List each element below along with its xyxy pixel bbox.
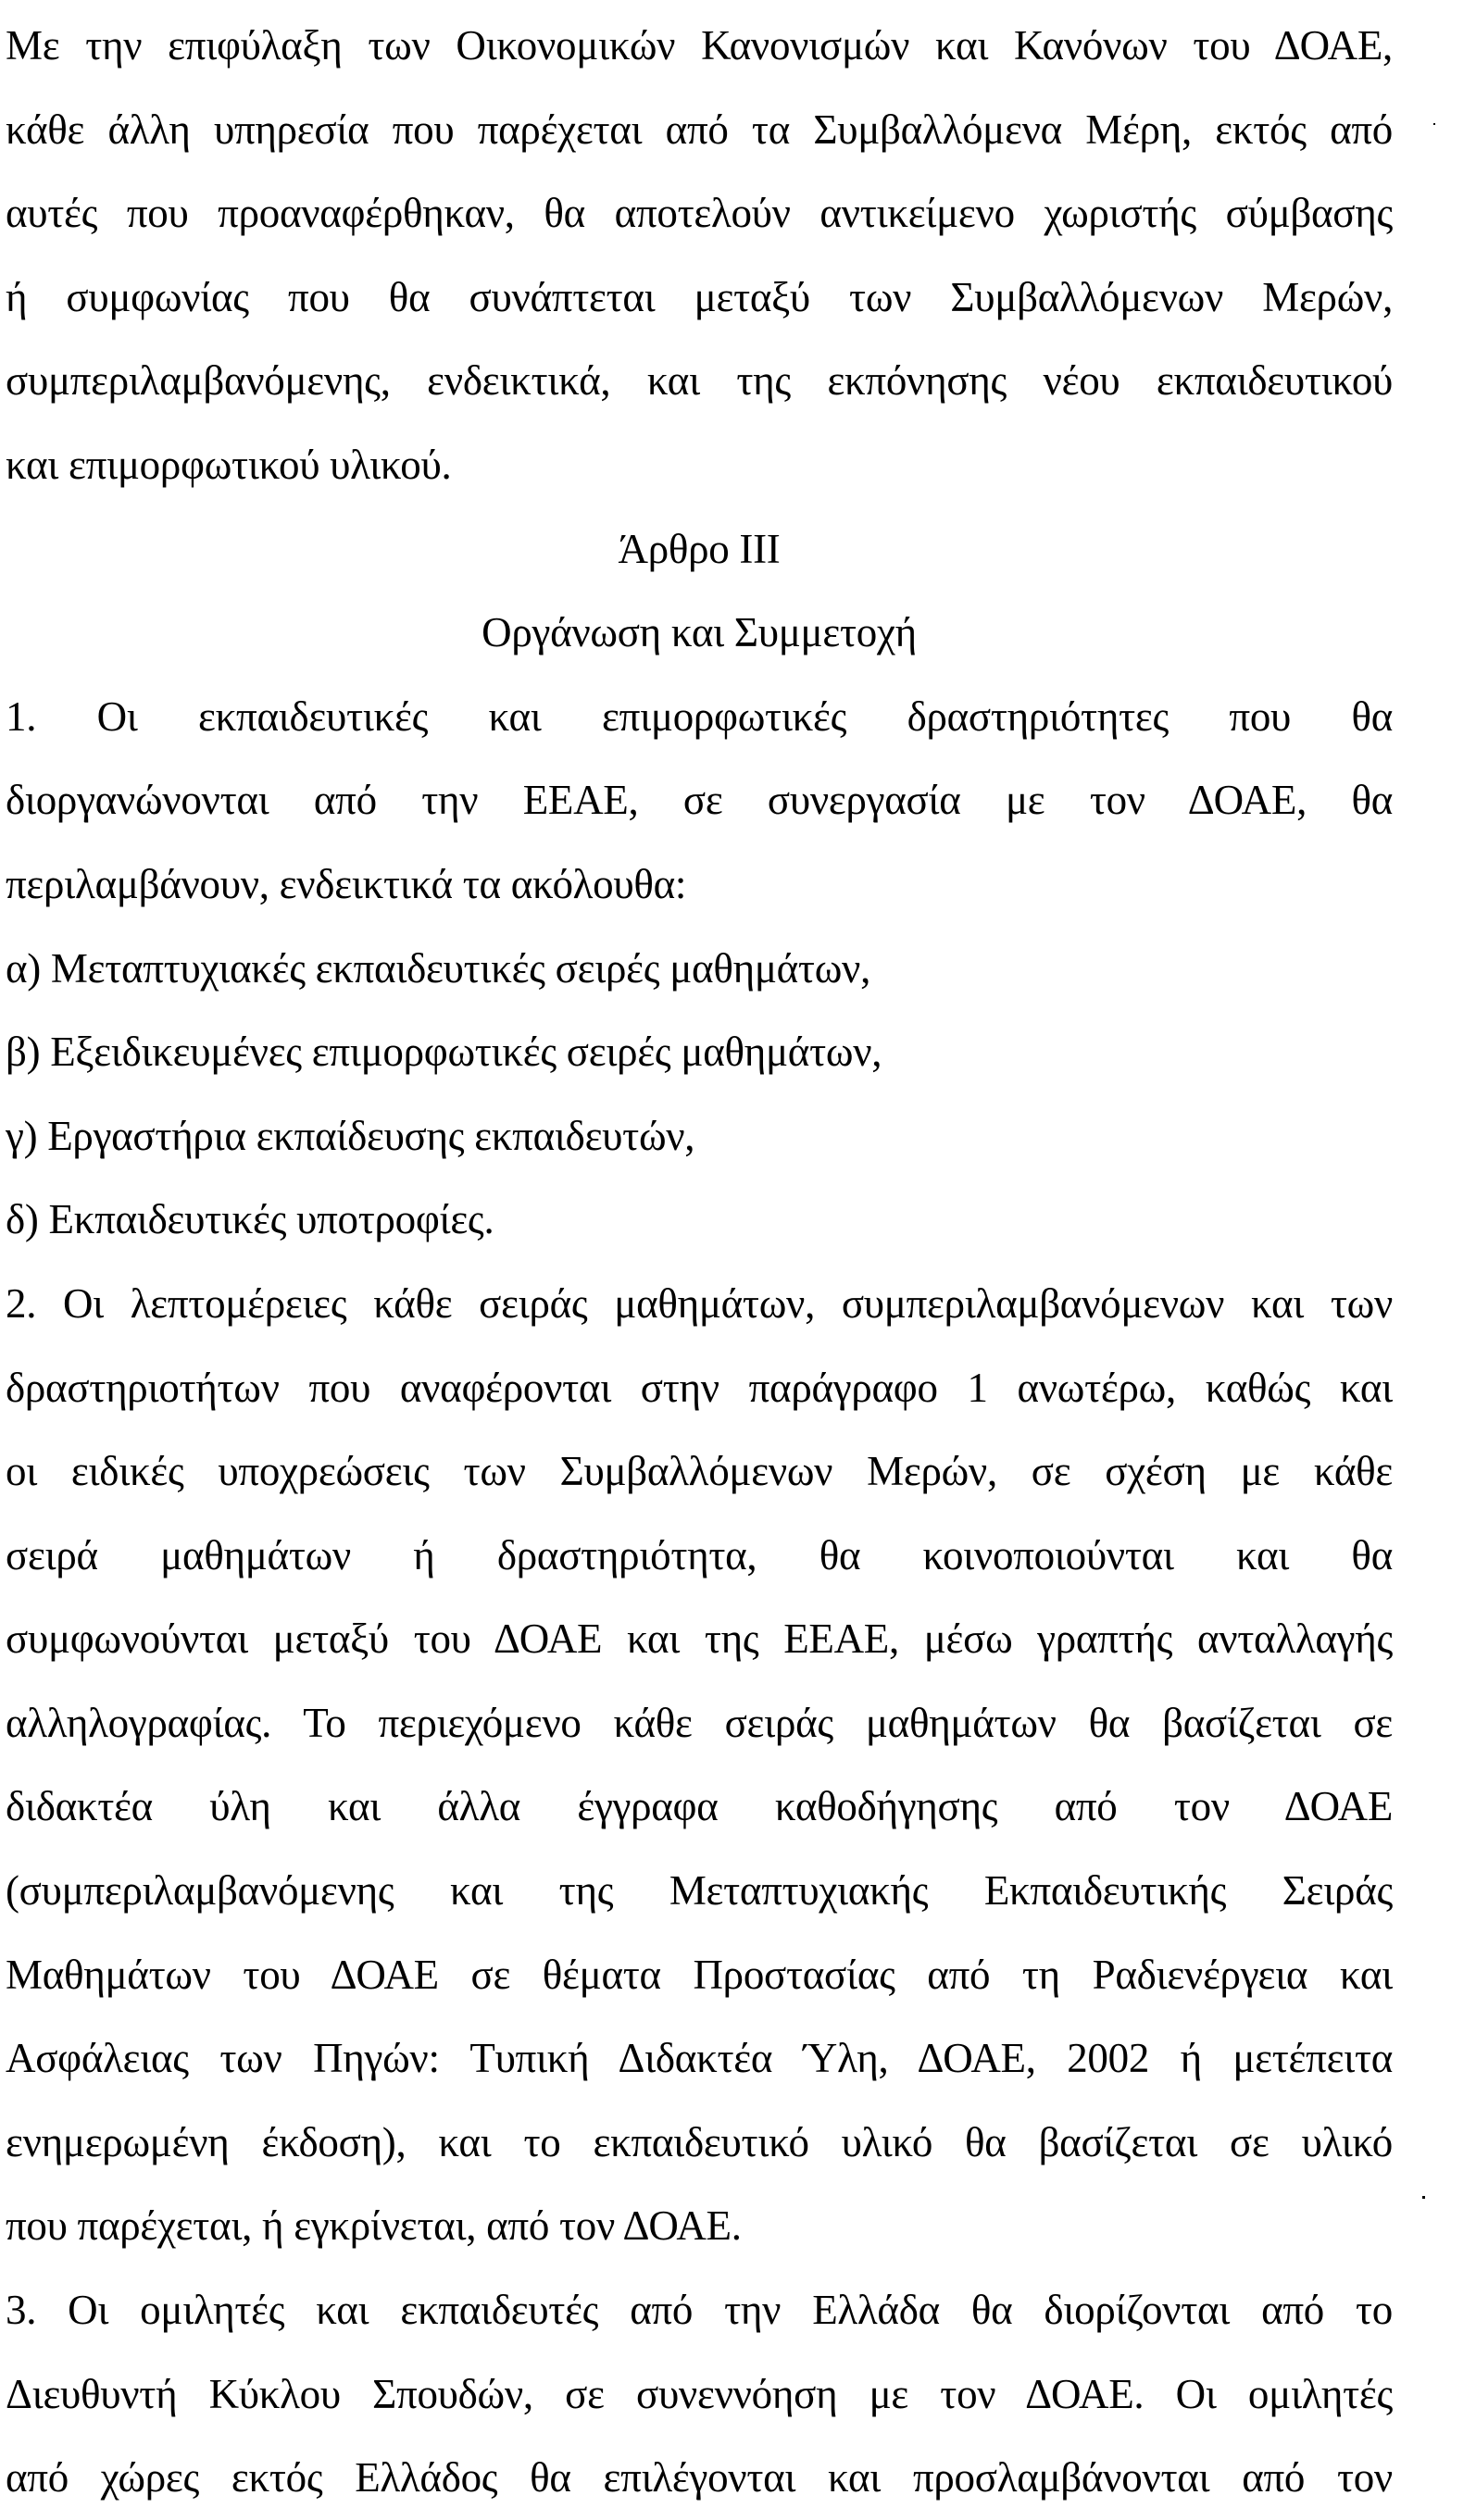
text-line: αυτές που προαναφέρθηκαν, θα αποτελούν αντικείμενο χωριστής σύμβασης (6, 190, 1393, 237)
text-line: 2. Οι λεπτομέρειες κάθε σειράς μαθημάτων, συμπεριλαμβανόμενων και των (6, 1279, 1393, 1327)
text-line: περιλαμβάνουν, ενδεικτικά τα ακόλουθα: (6, 860, 687, 907)
paragraph-3 (6, 2268, 1393, 2520)
text-line: διδακτέα ύλη και άλλα έγγραφα καθοδήγησης από τον ΔΟΑΕ (6, 1783, 1394, 1830)
list-item: α) Μεταπτυχιακές εκπαιδευτικές σειρές μαθημάτων, (6, 944, 871, 992)
text-line: κάθε άλλη υπηρεσία που παρέχεται από τα Συμβαλλόμενα Μέρη, εκτός από (6, 106, 1394, 153)
text-line: ενημερωμένη έκδοση), και το εκπαιδευτικό υλικό θα βασίζεται σε υλικό (6, 2118, 1393, 2165)
text-line: από χώρες εκτός Ελλάδος θα επιλέγονται και προσλαμβάνονται από τον (6, 2454, 1393, 2501)
text-line: Ασφάλειας των Πηγών: Τυπική Διδακτέα Ύλη, ΔΟΑΕ, 2002 ή μετέπειτα (6, 2035, 1394, 2082)
document-page (6, 4, 1393, 2520)
text-line: οι ειδικές υποχρεώσεις των Συμβαλλόμενων Μερών, σε σχέση με κάθε (6, 1448, 1394, 1495)
text-line: (συμπεριλαμβανόμενης και της Μεταπτυχιακής Εκπαιδευτικής Σειράς (6, 1867, 1393, 1915)
text-line: Διευθυντή Κύκλου Σπουδών, σε συνεννόηση με τον ΔΟΑΕ. Οι ομιλητές (6, 2370, 1394, 2417)
article-number: Άρθρο ΙΙΙ (618, 525, 781, 572)
list-item: δ) Εκπαιδευτικές υποτροφίες. (6, 1196, 494, 1243)
text-line: ή συμφωνίας που θα συνάπτεται μεταξύ των Συμβαλλόμενων Μερών, (6, 273, 1394, 320)
text-line: αλληλογραφίας. Το περιεχόμενο κάθε σειράς μαθημάτων θα βασίζεται σε (6, 1699, 1394, 1746)
text-line: δραστηριοτήτων που αναφέρονται στην παράγραφο 1 ανωτέρω, καθώς και (6, 1364, 1393, 1411)
text-line: συμπεριλαμβανόμενης, ενδεικτικά, και της εκπόνησης νέου εκπαιδευτικού (6, 357, 1394, 405)
scan-speck (1422, 2196, 1425, 2199)
text-line: που παρέχεται, ή εγκρίνεται, από τον ΔΟΑΕ. (6, 2202, 742, 2250)
scan-speck (1433, 123, 1435, 125)
text-line: 1. Οι εκπαιδευτικές και επιμορφωτικές δραστηριότητες που θα (6, 692, 1394, 740)
article-title: Οργάνωση και Συμμετοχή (482, 609, 917, 656)
text-line: και επιμορφωτικού υλικού. (6, 441, 452, 488)
text-line: Με την επιφύλαξη των Οικονομικών Κανονισμών και Κανόνων του ΔΟΑΕ, (6, 22, 1393, 69)
paragraph-2 (6, 1262, 1393, 2268)
text-line: Μαθημάτων του ΔΟΑΕ σε θέματα Προστασίας από τη Ραδιενέργεια και (6, 1951, 1393, 1998)
text-line: σειρά μαθημάτων ή δραστηριότητα, θα κοινοποιούνται και θα (6, 1531, 1393, 1578)
activities-list (6, 927, 1393, 1262)
list-item: β) Εξειδικευμένες επιμορφωτικές σειρές μαθημάτων, (6, 1029, 882, 1076)
text-line: διοργανώνονται από την ΕΕΑΕ, σε συνεργασία με τον ΔΟΑΕ, θα (6, 777, 1393, 824)
text-line: συμφωνούνται μεταξύ του ΔΟΑΕ και της ΕΕΑΕ, μέσω γραπτής ανταλλαγής (6, 1616, 1393, 1663)
text-line: 3. Οι ομιλητές και εκπαιδευτές από την Ελλάδα θα διορίζονται από το (6, 2287, 1393, 2334)
list-item: γ) Εργαστήρια εκπαίδευσης εκπαιδευτών, (6, 1112, 695, 1159)
intro-paragraph (6, 4, 1393, 507)
paragraph-1 (6, 675, 1393, 927)
